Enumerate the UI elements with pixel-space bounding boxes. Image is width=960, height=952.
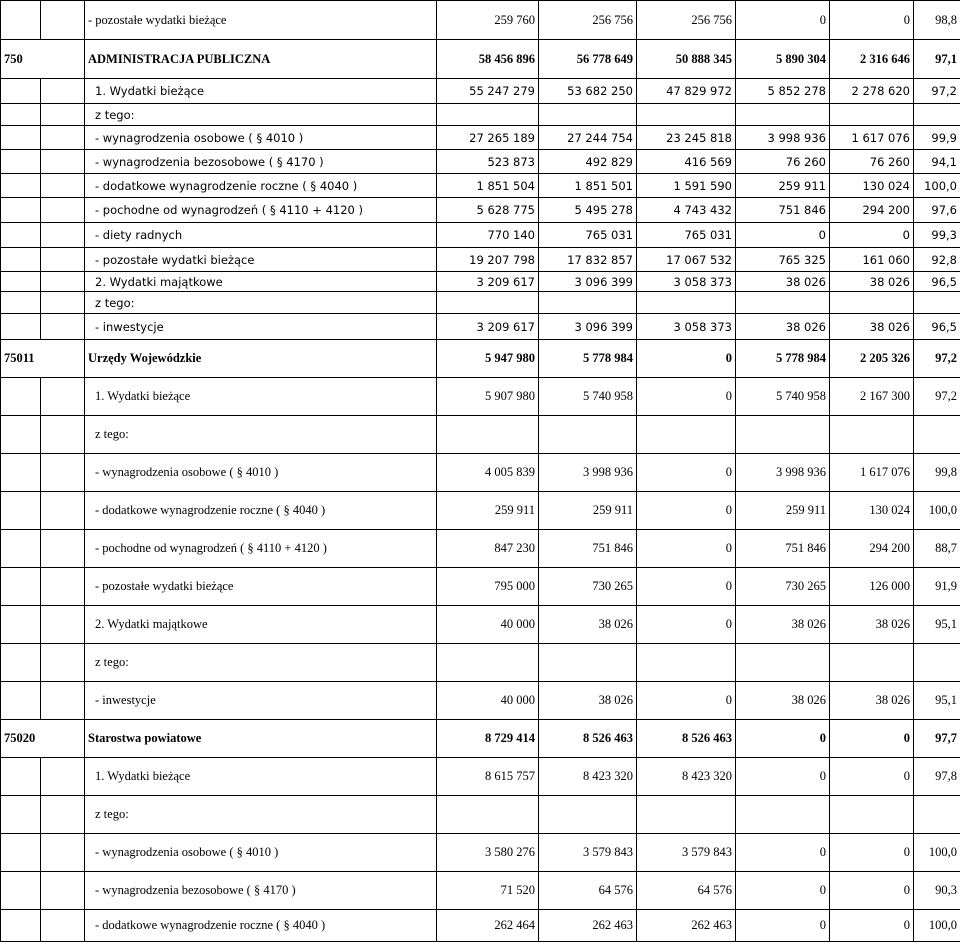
value-cell-4: 0 bbox=[736, 910, 830, 942]
row-description: 1. Wydatki bieżące bbox=[85, 79, 437, 104]
value-cell-5: 38 026 bbox=[830, 606, 914, 644]
value-cell-4: 5 778 984 bbox=[736, 340, 830, 378]
value-cell-6 bbox=[914, 104, 960, 126]
value-cell-6: 97,8 bbox=[914, 758, 960, 796]
value-cell-2: 3 096 399 bbox=[539, 314, 637, 340]
value-cell-3 bbox=[637, 416, 736, 454]
subcode-cell bbox=[41, 248, 85, 272]
value-cell-5: 38 026 bbox=[830, 272, 914, 292]
code-cell bbox=[1, 416, 41, 454]
value-cell-6: 97,1 bbox=[914, 40, 960, 79]
code-cell bbox=[1, 796, 41, 834]
code-cell bbox=[1, 1, 41, 40]
value-cell-5: 161 060 bbox=[830, 248, 914, 272]
value-cell-3: 765 031 bbox=[637, 223, 736, 248]
value-cell-1: 3 209 617 bbox=[437, 272, 539, 292]
value-cell-1: 71 520 bbox=[437, 872, 539, 910]
table-row bbox=[1, 720, 960, 758]
value-cell-3: 23 245 818 bbox=[637, 126, 736, 150]
value-cell-6 bbox=[914, 416, 960, 454]
table-row bbox=[1, 1, 960, 40]
table-row bbox=[1, 104, 960, 126]
row-description: - pozostałe wydatki bieżące bbox=[85, 1, 437, 40]
value-cell-3: 8 526 463 bbox=[637, 720, 736, 758]
value-cell-1: 259 911 bbox=[437, 492, 539, 530]
value-cell-1: 19 207 798 bbox=[437, 248, 539, 272]
value-cell-5: 0 bbox=[830, 872, 914, 910]
code-cell: 75020 bbox=[1, 720, 85, 758]
value-cell-1: 8 729 414 bbox=[437, 720, 539, 758]
value-cell-3: 50 888 345 bbox=[637, 40, 736, 79]
value-cell-4: 38 026 bbox=[736, 682, 830, 720]
value-cell-4: 3 998 936 bbox=[736, 126, 830, 150]
value-cell-5: 1 617 076 bbox=[830, 454, 914, 492]
table-row bbox=[1, 910, 960, 942]
value-cell-3: 64 576 bbox=[637, 872, 736, 910]
subcode-cell bbox=[41, 416, 85, 454]
row-description: 2. Wydatki majątkowe bbox=[85, 272, 437, 292]
value-cell-5: 130 024 bbox=[830, 492, 914, 530]
subcode-cell bbox=[41, 272, 85, 292]
subcode-cell bbox=[41, 292, 85, 314]
table-row bbox=[1, 248, 960, 272]
value-cell-2: 730 265 bbox=[539, 568, 637, 606]
value-cell-4: 0 bbox=[736, 720, 830, 758]
value-cell-5: 0 bbox=[830, 720, 914, 758]
row-description: Starostwa powiatowe bbox=[85, 720, 437, 758]
value-cell-2: 765 031 bbox=[539, 223, 637, 248]
subcode-cell bbox=[41, 314, 85, 340]
value-cell-4: 259 911 bbox=[736, 492, 830, 530]
value-cell-4 bbox=[736, 796, 830, 834]
value-cell-1 bbox=[437, 292, 539, 314]
value-cell-6: 88,7 bbox=[914, 530, 960, 568]
value-cell-6: 95,1 bbox=[914, 682, 960, 720]
value-cell-3: 8 423 320 bbox=[637, 758, 736, 796]
value-cell-5: 0 bbox=[830, 223, 914, 248]
value-cell-3: 3 058 373 bbox=[637, 272, 736, 292]
table-row bbox=[1, 314, 960, 340]
row-description: - pozostałe wydatki bieżące bbox=[85, 248, 437, 272]
value-cell-4: 259 911 bbox=[736, 174, 830, 198]
value-cell-5: 38 026 bbox=[830, 314, 914, 340]
value-cell-1: 795 000 bbox=[437, 568, 539, 606]
value-cell-4: 3 998 936 bbox=[736, 454, 830, 492]
value-cell-5 bbox=[830, 292, 914, 314]
value-cell-6 bbox=[914, 796, 960, 834]
row-description: Urzędy Wojewódzkie bbox=[85, 340, 437, 378]
row-description: 2. Wydatki majątkowe bbox=[85, 606, 437, 644]
value-cell-3: 0 bbox=[637, 530, 736, 568]
value-cell-5 bbox=[830, 416, 914, 454]
value-cell-2: 3 998 936 bbox=[539, 454, 637, 492]
value-cell-5 bbox=[830, 644, 914, 682]
subcode-cell bbox=[41, 568, 85, 606]
code-cell bbox=[1, 530, 41, 568]
value-cell-5: 0 bbox=[830, 910, 914, 942]
table-row bbox=[1, 40, 960, 79]
code-cell bbox=[1, 272, 41, 292]
subcode-cell bbox=[41, 910, 85, 942]
value-cell-1 bbox=[437, 796, 539, 834]
value-cell-2: 5 778 984 bbox=[539, 340, 637, 378]
value-cell-6: 96,5 bbox=[914, 314, 960, 340]
value-cell-2: 3 096 399 bbox=[539, 272, 637, 292]
value-cell-1: 1 851 504 bbox=[437, 174, 539, 198]
code-cell bbox=[1, 758, 41, 796]
row-description: z tego: bbox=[85, 796, 437, 834]
value-cell-4 bbox=[736, 292, 830, 314]
value-cell-2 bbox=[539, 416, 637, 454]
table-row bbox=[1, 150, 960, 174]
value-cell-6: 92,8 bbox=[914, 248, 960, 272]
table-row bbox=[1, 292, 960, 314]
value-cell-2: 262 463 bbox=[539, 910, 637, 942]
value-cell-2 bbox=[539, 644, 637, 682]
value-cell-2: 8 423 320 bbox=[539, 758, 637, 796]
value-cell-1: 3 209 617 bbox=[437, 314, 539, 340]
value-cell-4: 0 bbox=[736, 1, 830, 40]
value-cell-3: 3 058 373 bbox=[637, 314, 736, 340]
row-description: - wynagrodzenia osobowe ( § 4010 ) bbox=[85, 834, 437, 872]
value-cell-3: 17 067 532 bbox=[637, 248, 736, 272]
value-cell-1: 8 615 757 bbox=[437, 758, 539, 796]
value-cell-3: 0 bbox=[637, 378, 736, 416]
value-cell-1: 55 247 279 bbox=[437, 79, 539, 104]
value-cell-4: 5 852 278 bbox=[736, 79, 830, 104]
value-cell-5: 0 bbox=[830, 1, 914, 40]
row-description: - inwestycje bbox=[85, 682, 437, 720]
value-cell-6: 90,3 bbox=[914, 872, 960, 910]
code-cell bbox=[1, 150, 41, 174]
value-cell-3: 416 569 bbox=[637, 150, 736, 174]
value-cell-2 bbox=[539, 796, 637, 834]
value-cell-6: 97,2 bbox=[914, 378, 960, 416]
row-description: - pozostałe wydatki bieżące bbox=[85, 568, 437, 606]
value-cell-2: 38 026 bbox=[539, 606, 637, 644]
table-row bbox=[1, 530, 960, 568]
value-cell-6: 98,8 bbox=[914, 1, 960, 40]
row-description: - wynagrodzenia osobowe ( § 4010 ) bbox=[85, 126, 437, 150]
table-row bbox=[1, 126, 960, 150]
value-cell-2: 492 829 bbox=[539, 150, 637, 174]
value-cell-1: 5 628 775 bbox=[437, 198, 539, 223]
code-cell bbox=[1, 910, 41, 942]
value-cell-1: 58 456 896 bbox=[437, 40, 539, 79]
value-cell-3: 3 579 843 bbox=[637, 834, 736, 872]
code-cell bbox=[1, 682, 41, 720]
code-cell bbox=[1, 248, 41, 272]
row-description: - wynagrodzenia bezosobowe ( § 4170 ) bbox=[85, 150, 437, 174]
value-cell-4: 765 325 bbox=[736, 248, 830, 272]
value-cell-3: 0 bbox=[637, 606, 736, 644]
value-cell-4: 751 846 bbox=[736, 530, 830, 568]
value-cell-6: 97,2 bbox=[914, 340, 960, 378]
code-cell bbox=[1, 606, 41, 644]
value-cell-5: 2 278 620 bbox=[830, 79, 914, 104]
value-cell-5: 2 167 300 bbox=[830, 378, 914, 416]
value-cell-3 bbox=[637, 104, 736, 126]
value-cell-2 bbox=[539, 104, 637, 126]
value-cell-2: 751 846 bbox=[539, 530, 637, 568]
row-description: z tego: bbox=[85, 644, 437, 682]
table-row bbox=[1, 796, 960, 834]
subcode-cell bbox=[41, 104, 85, 126]
value-cell-6: 97,2 bbox=[914, 79, 960, 104]
code-cell bbox=[1, 454, 41, 492]
row-description: - inwestycje bbox=[85, 314, 437, 340]
value-cell-4: 38 026 bbox=[736, 606, 830, 644]
value-cell-1: 770 140 bbox=[437, 223, 539, 248]
row-description: - pochodne od wynagrodzeń ( § 4110 + 4120 ) bbox=[85, 198, 437, 223]
value-cell-6: 96,5 bbox=[914, 272, 960, 292]
code-cell bbox=[1, 104, 41, 126]
value-cell-3: 0 bbox=[637, 682, 736, 720]
subcode-cell bbox=[41, 174, 85, 198]
value-cell-2: 259 911 bbox=[539, 492, 637, 530]
subcode-cell bbox=[41, 492, 85, 530]
table-row bbox=[1, 340, 960, 378]
table-row bbox=[1, 492, 960, 530]
subcode-cell bbox=[41, 223, 85, 248]
value-cell-4: 5 740 958 bbox=[736, 378, 830, 416]
table-row bbox=[1, 834, 960, 872]
value-cell-6: 97,7 bbox=[914, 720, 960, 758]
row-description: - diety radnych bbox=[85, 223, 437, 248]
value-cell-5: 126 000 bbox=[830, 568, 914, 606]
value-cell-3: 4 743 432 bbox=[637, 198, 736, 223]
value-cell-4: 38 026 bbox=[736, 272, 830, 292]
value-cell-3: 0 bbox=[637, 568, 736, 606]
value-cell-1: 847 230 bbox=[437, 530, 539, 568]
value-cell-4 bbox=[736, 644, 830, 682]
value-cell-2: 27 244 754 bbox=[539, 126, 637, 150]
value-cell-4: 76 260 bbox=[736, 150, 830, 174]
value-cell-3: 1 591 590 bbox=[637, 174, 736, 198]
table-row bbox=[1, 416, 960, 454]
value-cell-1: 262 464 bbox=[437, 910, 539, 942]
subcode-cell bbox=[41, 1, 85, 40]
value-cell-6: 97,6 bbox=[914, 198, 960, 223]
value-cell-5 bbox=[830, 104, 914, 126]
value-cell-1: 5 947 980 bbox=[437, 340, 539, 378]
table-row bbox=[1, 568, 960, 606]
subcode-cell bbox=[41, 126, 85, 150]
table-row bbox=[1, 644, 960, 682]
table-row bbox=[1, 79, 960, 104]
value-cell-1: 40 000 bbox=[437, 606, 539, 644]
value-cell-4: 0 bbox=[736, 758, 830, 796]
row-description: - wynagrodzenia osobowe ( § 4010 ) bbox=[85, 454, 437, 492]
value-cell-5: 38 026 bbox=[830, 682, 914, 720]
value-cell-6: 91,9 bbox=[914, 568, 960, 606]
value-cell-3: 262 463 bbox=[637, 910, 736, 942]
row-description: - wynagrodzenia bezosobowe ( § 4170 ) bbox=[85, 872, 437, 910]
subcode-cell bbox=[41, 872, 85, 910]
value-cell-3: 0 bbox=[637, 492, 736, 530]
value-cell-1 bbox=[437, 644, 539, 682]
row-description: 1. Wydatki bieżące bbox=[85, 758, 437, 796]
subcode-cell bbox=[41, 530, 85, 568]
subcode-cell bbox=[41, 834, 85, 872]
code-cell bbox=[1, 834, 41, 872]
row-description: - pochodne od wynagrodzeń ( § 4110 + 4120 ) bbox=[85, 530, 437, 568]
code-cell bbox=[1, 378, 41, 416]
value-cell-5: 76 260 bbox=[830, 150, 914, 174]
value-cell-3 bbox=[637, 796, 736, 834]
value-cell-2: 56 778 649 bbox=[539, 40, 637, 79]
code-cell bbox=[1, 568, 41, 606]
table-row bbox=[1, 682, 960, 720]
code-cell bbox=[1, 292, 41, 314]
value-cell-1: 5 907 980 bbox=[437, 378, 539, 416]
value-cell-1: 40 000 bbox=[437, 682, 539, 720]
table-body bbox=[1, 1, 960, 942]
value-cell-6: 100,0 bbox=[914, 492, 960, 530]
row-description: z tego: bbox=[85, 416, 437, 454]
code-cell bbox=[1, 79, 41, 104]
value-cell-4 bbox=[736, 104, 830, 126]
value-cell-6: 100,0 bbox=[914, 174, 960, 198]
code-cell bbox=[1, 126, 41, 150]
code-cell bbox=[1, 872, 41, 910]
value-cell-4: 5 890 304 bbox=[736, 40, 830, 79]
value-cell-6: 99,3 bbox=[914, 223, 960, 248]
table-row bbox=[1, 272, 960, 292]
row-description: - dodatkowe wynagrodzenie roczne ( § 4040 ) bbox=[85, 910, 437, 942]
value-cell-4: 730 265 bbox=[736, 568, 830, 606]
value-cell-3: 256 756 bbox=[637, 1, 736, 40]
value-cell-5: 0 bbox=[830, 758, 914, 796]
value-cell-6: 99,9 bbox=[914, 126, 960, 150]
row-description: z tego: bbox=[85, 292, 437, 314]
value-cell-2: 1 851 501 bbox=[539, 174, 637, 198]
row-description: z tego: bbox=[85, 104, 437, 126]
code-cell: 75011 bbox=[1, 340, 85, 378]
value-cell-6 bbox=[914, 644, 960, 682]
value-cell-2 bbox=[539, 292, 637, 314]
table-row bbox=[1, 174, 960, 198]
value-cell-3: 0 bbox=[637, 454, 736, 492]
code-cell bbox=[1, 174, 41, 198]
value-cell-3 bbox=[637, 644, 736, 682]
value-cell-6: 99,8 bbox=[914, 454, 960, 492]
value-cell-2: 17 832 857 bbox=[539, 248, 637, 272]
value-cell-6: 95,1 bbox=[914, 606, 960, 644]
code-cell bbox=[1, 492, 41, 530]
value-cell-2: 5 495 278 bbox=[539, 198, 637, 223]
value-cell-2: 256 756 bbox=[539, 1, 637, 40]
subcode-cell bbox=[41, 378, 85, 416]
table-row bbox=[1, 606, 960, 644]
value-cell-2: 38 026 bbox=[539, 682, 637, 720]
subcode-cell bbox=[41, 79, 85, 104]
subcode-cell bbox=[41, 644, 85, 682]
value-cell-1: 3 580 276 bbox=[437, 834, 539, 872]
code-cell bbox=[1, 198, 41, 223]
value-cell-5: 2 316 646 bbox=[830, 40, 914, 79]
value-cell-2: 64 576 bbox=[539, 872, 637, 910]
value-cell-3 bbox=[637, 292, 736, 314]
value-cell-3: 0 bbox=[637, 340, 736, 378]
value-cell-1 bbox=[437, 416, 539, 454]
code-cell bbox=[1, 223, 41, 248]
subcode-cell bbox=[41, 198, 85, 223]
code-cell: 750 bbox=[1, 40, 85, 79]
value-cell-1: 4 005 839 bbox=[437, 454, 539, 492]
table-row bbox=[1, 198, 960, 223]
value-cell-6: 100,0 bbox=[914, 910, 960, 942]
value-cell-1: 523 873 bbox=[437, 150, 539, 174]
value-cell-1: 27 265 189 bbox=[437, 126, 539, 150]
value-cell-6: 94,1 bbox=[914, 150, 960, 174]
value-cell-5 bbox=[830, 796, 914, 834]
subcode-cell bbox=[41, 454, 85, 492]
value-cell-2: 5 740 958 bbox=[539, 378, 637, 416]
value-cell-2: 3 579 843 bbox=[539, 834, 637, 872]
subcode-cell bbox=[41, 150, 85, 174]
value-cell-5: 294 200 bbox=[830, 530, 914, 568]
subcode-cell bbox=[41, 758, 85, 796]
table-row bbox=[1, 223, 960, 248]
row-description: - dodatkowe wynagrodzenie roczne ( § 4040 ) bbox=[85, 492, 437, 530]
value-cell-4: 751 846 bbox=[736, 198, 830, 223]
value-cell-1: 259 760 bbox=[437, 1, 539, 40]
value-cell-4 bbox=[736, 416, 830, 454]
value-cell-5: 0 bbox=[830, 834, 914, 872]
value-cell-5: 294 200 bbox=[830, 198, 914, 223]
code-cell bbox=[1, 644, 41, 682]
value-cell-2: 53 682 250 bbox=[539, 79, 637, 104]
value-cell-5: 1 617 076 bbox=[830, 126, 914, 150]
subcode-cell bbox=[41, 606, 85, 644]
value-cell-1 bbox=[437, 104, 539, 126]
table-row bbox=[1, 378, 960, 416]
table-row bbox=[1, 454, 960, 492]
value-cell-4: 0 bbox=[736, 872, 830, 910]
value-cell-4: 0 bbox=[736, 834, 830, 872]
row-description: - dodatkowe wynagrodzenie roczne ( § 4040 ) bbox=[85, 174, 437, 198]
code-cell bbox=[1, 314, 41, 340]
subcode-cell bbox=[41, 796, 85, 834]
table-row bbox=[1, 758, 960, 796]
value-cell-2: 8 526 463 bbox=[539, 720, 637, 758]
row-description: ADMINISTRACJA PUBLICZNA bbox=[85, 40, 437, 79]
table-row bbox=[1, 872, 960, 910]
value-cell-3: 47 829 972 bbox=[637, 79, 736, 104]
row-description: 1. Wydatki bieżące bbox=[85, 378, 437, 416]
value-cell-6 bbox=[914, 292, 960, 314]
value-cell-6: 100,0 bbox=[914, 834, 960, 872]
subcode-cell bbox=[41, 682, 85, 720]
value-cell-4: 0 bbox=[736, 223, 830, 248]
value-cell-5: 130 024 bbox=[830, 174, 914, 198]
value-cell-5: 2 205 326 bbox=[830, 340, 914, 378]
value-cell-4: 38 026 bbox=[736, 314, 830, 340]
